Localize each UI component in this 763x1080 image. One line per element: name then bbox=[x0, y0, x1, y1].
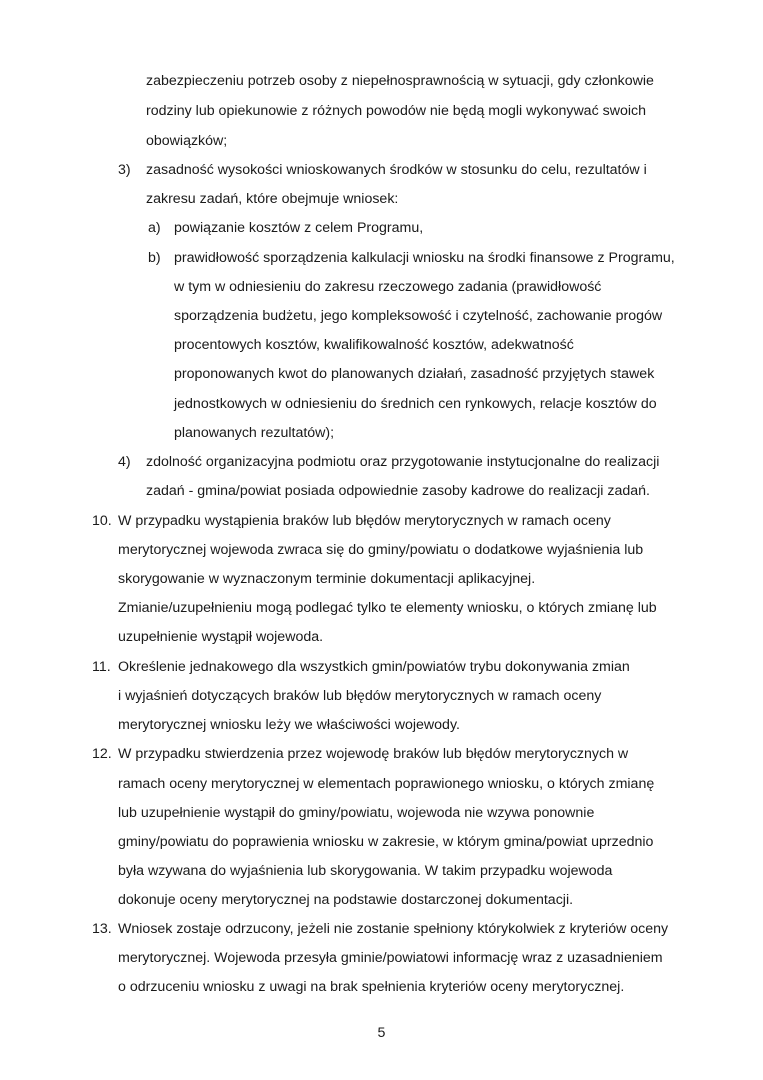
text-line: sporządzenia budżetu, jego kompleksowość i czytelność, zachowanie progów bbox=[174, 308, 663, 324]
text-line: procentowych kosztów, kwalifikowalność kosztów, adekwatność bbox=[174, 337, 574, 353]
text-line: Określenie jednakowego dla wszystkich gmin/powiatów trybu dokonywania zmian bbox=[118, 659, 630, 675]
text-line: Zmianie/uzupełnieniu mogą podlegać tylko te elementy wniosku, o których zmianę lub bbox=[118, 600, 657, 616]
text-line: planowanych rezultatów); bbox=[174, 425, 335, 441]
text-line: proponowanych kwot do planowanych działań, zasadność przyjętych stawek bbox=[174, 366, 655, 382]
text-line: ramach oceny merytorycznej w elementach poprawionego wniosku, o których zmianę bbox=[118, 776, 655, 792]
text-line: zabezpieczeniu potrzeb osoby z niepełnosprawnością w sytuacji, gdy członkowie bbox=[146, 73, 654, 89]
text-line: w tym w odniesieniu do zakresu rzeczowego zadania (prawidłowość bbox=[174, 279, 602, 295]
text-line: dokonuje oceny merytorycznej na podstawie dostarczonej dokumentacji. bbox=[118, 892, 574, 908]
text-line: Wniosek zostaje odrzucony, jeżeli nie zostanie spełniony którykolwiek z kryteriów oceny bbox=[118, 921, 669, 937]
list-marker: 3) bbox=[118, 162, 131, 178]
list-marker: b) bbox=[148, 250, 161, 266]
text-line: zasadność wysokości wnioskowanych środków w stosunku do celu, rezultatów i bbox=[146, 162, 647, 178]
paragraph-number: 10. bbox=[92, 513, 112, 529]
text-line: jednostkowych w odniesieniu do średnich cen rynkowych, relacje kosztów do bbox=[174, 396, 657, 412]
text-line: prawidłowość sporządzenia kalkulacji wniosku na środki finansowe z Programu, bbox=[174, 250, 675, 266]
text-line: W przypadku stwierdzenia przez wojewodę braków lub błędów merytorycznych w bbox=[118, 746, 629, 762]
text-line: zakresu zadań, które obejmuje wniosek: bbox=[146, 191, 399, 207]
text-line: gminy/powiatu do poprawienia wniosku w zakresie, w którym gmina/powiat uprzednio bbox=[118, 834, 654, 850]
paragraph-number: 12. bbox=[92, 746, 112, 762]
text-line: merytorycznej. Wojewoda przesyła gminie/powiatowi informację wraz z uzasadnieniem bbox=[118, 950, 663, 966]
text-line: lub uzupełnienie wystąpił do gminy/powiatu, wojewoda nie wzywa ponownie bbox=[118, 805, 595, 821]
text-line: skorygowanie w wyznaczonym terminie dokumentacji aplikacyjnej. bbox=[118, 571, 536, 587]
text-line: obowiązków; bbox=[146, 133, 228, 149]
text-line: zadań - gmina/powiat posiada odpowiednie zasoby kadrowe do realizacji zadań. bbox=[146, 483, 650, 499]
text-line: zdolność organizacyjna podmiotu oraz przygotowanie instytucjonalne do realizacji bbox=[146, 454, 660, 470]
page-number: 5 bbox=[377, 1025, 386, 1041]
paragraph-number: 11. bbox=[92, 659, 111, 675]
text-line: merytorycznej wojewoda zwraca się do gminy/powiatu o dodatkowe wyjaśnienia lub bbox=[118, 542, 644, 558]
text-line: powiązanie kosztów z celem Programu, bbox=[174, 220, 424, 236]
text-line: uzupełnienie wystąpił wojewoda. bbox=[118, 629, 324, 645]
text-line: o odrzuceniu wniosku z uwagi na brak spełnienia kryteriów oceny merytorycznej. bbox=[118, 979, 625, 995]
text-line: i wyjaśnień dotyczących braków lub błędów merytorycznych w ramach oceny bbox=[118, 688, 602, 704]
text-line: merytorycznej wniosku leży we właściwości wojewody. bbox=[118, 717, 460, 733]
text-line: W przypadku wystąpienia braków lub błędów merytorycznych w ramach oceny bbox=[118, 513, 611, 529]
list-marker: 4) bbox=[118, 454, 131, 470]
text-line: była wzywana do wyjaśnienia lub skorygowania. W takim przypadku wojewoda bbox=[118, 863, 613, 879]
paragraph-number: 13. bbox=[92, 921, 112, 937]
text-line: rodziny lub opiekunowie z różnych powodów nie będą mogli wykonywać swoich bbox=[146, 103, 646, 119]
list-marker: a) bbox=[148, 220, 161, 236]
